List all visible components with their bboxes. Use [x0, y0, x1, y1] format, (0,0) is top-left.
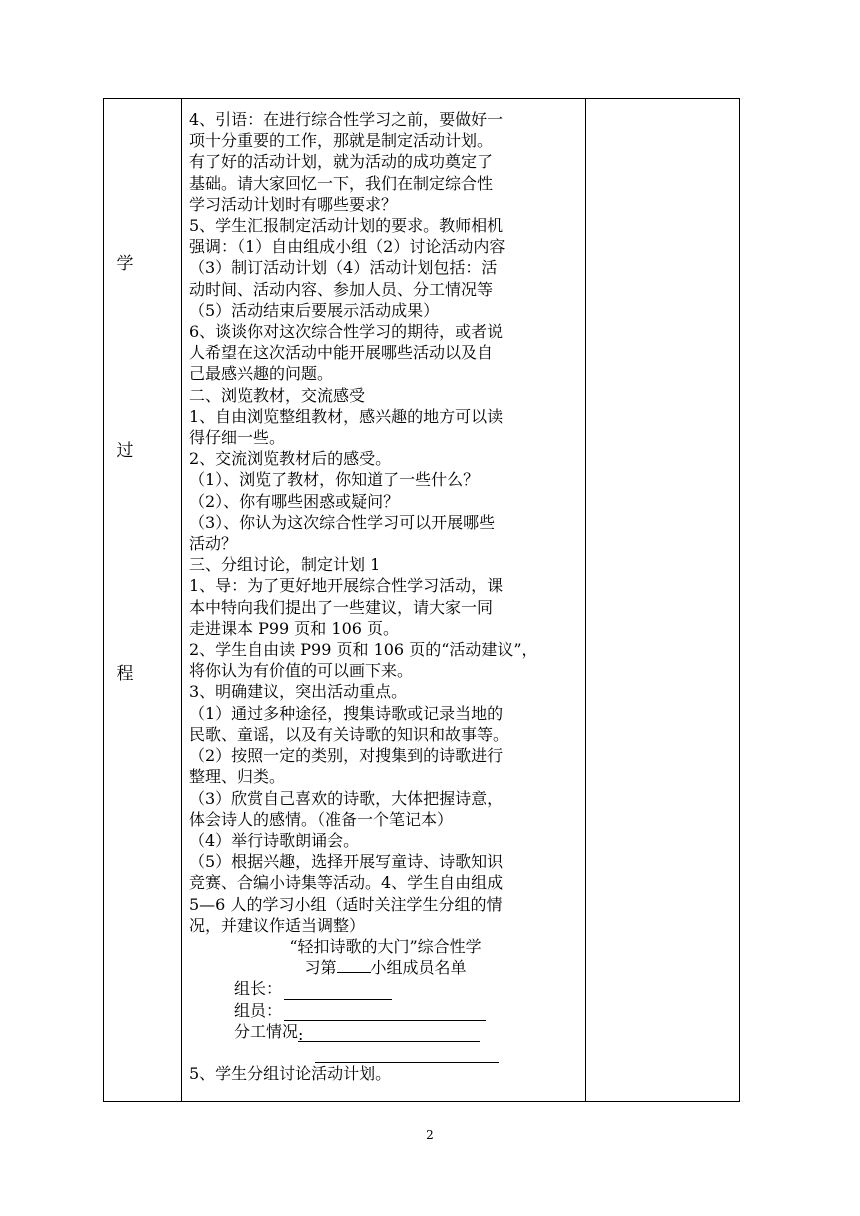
content-line: 竞赛、合编小诗集等活动。4、学生自由组成 [189, 873, 504, 893]
column-divider [181, 99, 182, 1101]
form-title-line1: “轻扣诗歌的大门”综合性学 [289, 936, 482, 956]
content-line: 2、交流浏览教材后的感受。 [189, 449, 392, 469]
leader-label: 组长： [234, 979, 283, 999]
content-line: 4、引语：在进行综合性学习之前，要做好一 [189, 110, 504, 129]
member-label: 组员： [234, 1000, 283, 1020]
form-title-prefix: 习第 [304, 958, 337, 978]
side-label-xue: 学 [116, 254, 134, 274]
content-line: （5）根据兴趣，选择开展写童诗、诗歌知识 [189, 852, 504, 872]
content-line: 动时间、活动内容、参加人员、分工情况等 [189, 279, 494, 299]
content-line: 有了好的活动计划，就为活动的成功奠定了 [189, 152, 494, 172]
content-line: 5—6 人的学习小组（适时关注学生分组的情 [189, 894, 503, 914]
member-blank[interactable] [284, 1005, 486, 1021]
content-line: （5）活动结束后要展示活动成果） [189, 300, 440, 320]
content-line: 活动？ [189, 534, 238, 554]
final-line: 5、学生分组讨论活动计划。 [189, 1064, 392, 1084]
content-line: 体会诗人的感情。（准备一个笔记本） [189, 809, 454, 829]
division-label: 分工情况 [234, 1021, 299, 1041]
form-title-line2 [189, 957, 582, 978]
content-line: （3）制订活动计划（4）活动计划包括：活 [189, 258, 498, 278]
division-blank-2[interactable] [315, 1047, 499, 1063]
content-line: 项十分重要的工作，那就是制定活动计划。 [189, 131, 494, 151]
content-line: 况，并建议作适当调整） [189, 915, 366, 935]
content-line: 强调：（1）自由组成小组（2）讨论活动内容 [189, 237, 506, 257]
content-line: 人希望在这次活动中能开展哪些活动以及自 [189, 343, 494, 363]
content-line: 走进课本 P99 页和 106 页。 [189, 618, 400, 638]
division-colon: : [298, 1024, 304, 1044]
lesson-table [103, 98, 740, 1102]
content-line: 将你认为有价值的可以画下来。 [189, 661, 414, 681]
side-label-guo: 过 [116, 441, 134, 461]
division-blank[interactable] [298, 1026, 480, 1042]
content-line: （2）按照一定的类别，对搜集到的诗歌进行 [189, 746, 504, 766]
form-title-suffix: 小组成员名单 [370, 958, 467, 978]
content-line: 二、浏览教材，交流感受 [189, 385, 366, 405]
content-line: 基础。请大家回忆一下，我们在制定综合性 [189, 173, 494, 193]
column-divider [585, 99, 586, 1101]
side-label-cheng: 程 [116, 664, 134, 684]
leader-blank[interactable] [284, 984, 392, 1000]
division-row [189, 1021, 582, 1042]
content-line: 3、明确建议，突出活动重点。 [189, 682, 408, 702]
teaching-process-content [189, 109, 582, 1084]
content-line: 1、导：为了更好地开展综合性学习活动，课 [189, 576, 504, 596]
division-row-2 [189, 1042, 582, 1063]
content-line: 本中特向我们提出了一些建议，请大家一同 [189, 597, 494, 617]
member-row [189, 1000, 582, 1021]
leader-row [189, 978, 582, 999]
content-line: 6、谈谈你对这次综合性学习的期待，或者说 [189, 322, 504, 342]
content-line: 三、分组讨论，制定计划 1 [189, 555, 381, 575]
content-line: （4）举行诗歌朗诵会。 [189, 830, 360, 850]
content-line: 得仔细一些。 [189, 428, 286, 448]
content-line: 2、学生自由读 P99 页和 106 页的“活动建议”， [189, 640, 538, 660]
group-number-blank[interactable] [337, 957, 371, 973]
content-lines [189, 109, 582, 936]
content-line: 5、学生汇报制定活动计划的要求。教师相机 [189, 216, 504, 236]
content-line: （3）、你认为这次综合性学习可以开展哪些 [189, 512, 496, 532]
content-line: 学习活动计划时有哪些要求？ [189, 194, 398, 214]
content-line: （3）欣赏自己喜欢的诗歌，大体把握诗意， [189, 788, 504, 808]
content-line: 整理、归类。 [189, 767, 286, 787]
page-number: 2 [426, 1128, 434, 1142]
content-line: 己最感兴趣的问题。 [189, 364, 334, 384]
content-line: （1）、浏览了教材，你知道了一些什么？ [189, 470, 480, 490]
content-line: （1）通过多种途径，搜集诗歌或记录当地的 [189, 703, 504, 723]
content-line: 1、自由浏览整组教材，感兴趣的地方可以读 [189, 406, 504, 426]
content-line: （2）、你有哪些困惑或疑问？ [189, 491, 400, 511]
content-line: 民歌、童谣，以及有关诗歌的知识和故事等。 [189, 724, 510, 744]
